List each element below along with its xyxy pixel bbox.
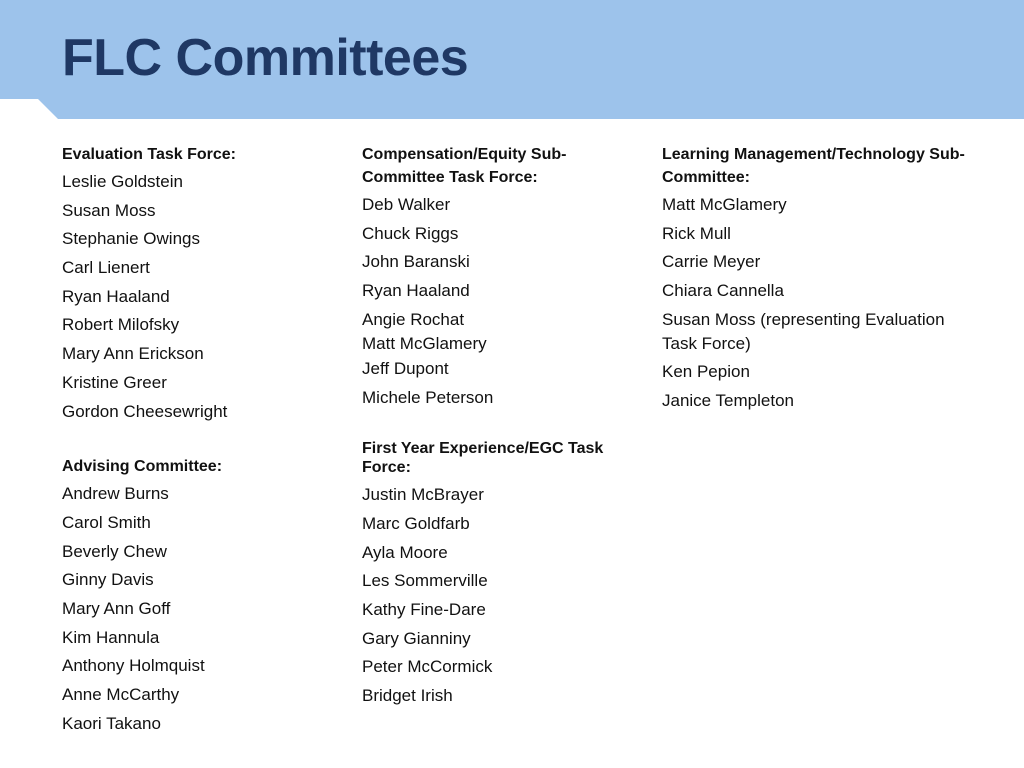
committee-group [662,143,982,413]
committee-heading: Compensation/Equity Sub-Committee Task Force: [362,146,567,186]
committee-group [362,143,632,410]
list-item: Beverly Chew [62,541,167,561]
list-item: Susan Moss (representing Evaluation Task Force) [662,309,945,353]
list-item: Anne McCarthy [62,685,180,704]
list-item: Peter McCormick [362,657,493,677]
list-item: Angie Rochat [362,309,465,329]
list-item: Marc Goldfarb [362,514,470,533]
group-spacer [62,428,332,455]
page-title: FLC Committees [62,29,469,87]
member-list [362,193,632,410]
list-item: Ryan Haaland [362,281,470,301]
list-item: Michele Peterson [362,387,494,407]
list-item: Bridget Irish [362,686,453,706]
list-item: John Baranski [362,252,470,272]
member-list [362,483,632,708]
list-item: Andrew Burns [62,484,169,504]
list-item: Gary Gianniny [362,628,471,648]
member-list [62,170,332,424]
committee-heading: First Year Experience/EGC Task Force: [362,440,604,477]
list-item: Kristine Greer [62,372,167,392]
committee-group [362,439,632,708]
list-item: Anthony Holmquist [62,656,205,676]
list-item: Susan Moss [62,200,156,220]
list-item: Chiara Cannella [662,281,784,301]
list-item: Ken Pepion [662,362,750,382]
list-item: Gordon Cheesewright [62,401,228,421]
list-item: Deb Walker [362,195,451,214]
list-item: Stephanie Owings [62,229,200,249]
list-item: Carrie Meyer [662,252,761,272]
list-item: Kathy Fine-Dare [362,600,486,620]
group-spacer [362,414,632,439]
list-item: Ayla Moore [362,542,448,562]
list-item: Leslie Goldstein [62,172,183,191]
list-item: Carl Lienert [62,258,150,278]
committee-group [62,455,332,736]
list-item: Ryan Haaland [62,286,170,306]
committee-heading: Learning Management/Technology Sub-Committee: [662,146,965,186]
column-1 [62,143,332,740]
committee-heading: Evaluation Task Force: [62,146,236,163]
list-item: Jeff Dupont [362,358,449,378]
list-item: Kaori Takano [62,713,161,733]
list-item: Justin McBrayer [362,485,484,505]
list-item: Ginny Davis [62,570,154,590]
list-item: Matt McGlamery [662,195,787,214]
list-item: Mary Ann Goff [62,598,171,618]
column-2 [362,143,632,713]
committee-heading: Advising Committee: [62,458,223,476]
list-item: Carol Smith [62,512,151,532]
list-item: Chuck Riggs [362,223,459,243]
committee-group [62,143,332,424]
column-3 [662,143,982,418]
member-list [62,482,332,736]
list-item: Les Sommerville [362,571,488,591]
list-item: Mary Ann Erickson [62,344,204,364]
member-list [662,193,982,413]
list-item: Rick Mull [662,223,731,243]
list-item: Kim Hannula [62,627,160,647]
list-item: Robert Milofsky [62,315,180,335]
list-item: Matt McGlamery [362,334,487,354]
list-item: Janice Templeton [662,391,794,411]
